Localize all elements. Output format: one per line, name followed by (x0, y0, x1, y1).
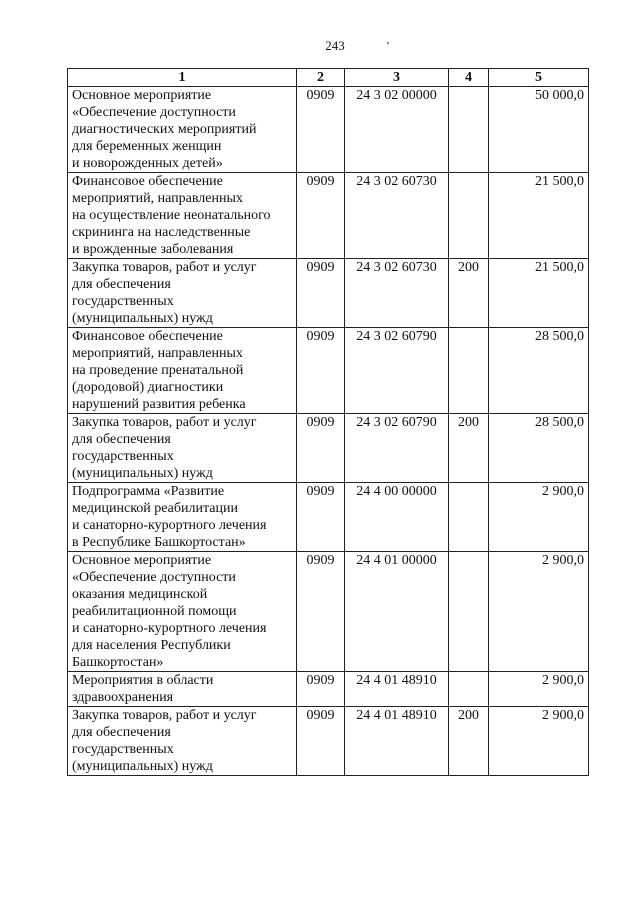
row-type: 200 (449, 414, 489, 483)
table-row (68, 328, 589, 414)
header-col-2: 2 (297, 69, 345, 87)
header-col-3: 3 (345, 69, 449, 87)
header-row (68, 69, 589, 87)
row-amount: 21 500,0 (489, 173, 589, 259)
row-amount: 2 900,0 (489, 707, 589, 776)
row-name: Финансовое обеспечение мероприятий, направленных на проведение пренатальной (дородовой) диагностики нарушений развития ребенка (68, 328, 297, 414)
row-name: Основное мероприятие «Обеспечение доступности оказания медицинской реабилитационной помощи и санаторно-курортного лечения для населения Республики Башкортостан» (68, 552, 297, 672)
row-name: Закупка товаров, работ и услуг для обеспечения государственных (муниципальных) нужд (68, 707, 297, 776)
table-row (68, 259, 589, 328)
row-amount: 2 900,0 (489, 552, 589, 672)
table-row (68, 173, 589, 259)
row-amount: 2 900,0 (489, 672, 589, 707)
row-amount: 28 500,0 (489, 414, 589, 483)
table-row (68, 672, 589, 707)
row-section: 0909 (297, 552, 345, 672)
row-section: 0909 (297, 328, 345, 414)
row-amount: 2 900,0 (489, 483, 589, 552)
page-number: 243 (325, 38, 345, 53)
row-amount: 50 000,0 (489, 87, 589, 173)
row-code: 24 3 02 60730 (345, 259, 449, 328)
row-name: Финансовое обеспечение мероприятий, направленных на осуществление неонатального скрининга на наследственные и врожденные заболевания (68, 173, 297, 259)
row-name: Подпрограмма «Развитие медицинской реабилитации и санаторно-курортного лечения в Республике Башкортостан» (68, 483, 297, 552)
row-name: Мероприятия в области здравоохранения (68, 672, 297, 707)
row-section: 0909 (297, 483, 345, 552)
row-code: 24 3 02 00000 (345, 87, 449, 173)
row-type: 200 (449, 707, 489, 776)
row-section: 0909 (297, 707, 345, 776)
row-type (449, 672, 489, 707)
row-name: Закупка товаров, работ и услуг для обеспечения государственных (муниципальных) нужд (68, 259, 297, 328)
row-type (449, 87, 489, 173)
table-row (68, 483, 589, 552)
budget-table (67, 68, 589, 776)
table-row (68, 414, 589, 483)
row-code: 24 3 02 60790 (345, 414, 449, 483)
table-row (68, 707, 589, 776)
table-header (68, 69, 589, 87)
row-type (449, 173, 489, 259)
row-section: 0909 (297, 87, 345, 173)
row-section: 0909 (297, 414, 345, 483)
row-code: 24 3 02 60790 (345, 328, 449, 414)
header-col-5: 5 (489, 69, 589, 87)
row-section: 0909 (297, 173, 345, 259)
row-type (449, 483, 489, 552)
row-type (449, 552, 489, 672)
row-amount: 21 500,0 (489, 259, 589, 328)
row-section: 0909 (297, 672, 345, 707)
header-col-1: 1 (68, 69, 297, 87)
table-row (68, 552, 589, 672)
row-code: 24 4 01 00000 (345, 552, 449, 672)
row-type (449, 328, 489, 414)
page-mark: ’ (386, 40, 390, 52)
row-code: 24 4 01 48910 (345, 672, 449, 707)
table-body (68, 87, 589, 776)
row-amount: 28 500,0 (489, 328, 589, 414)
table-row (68, 87, 589, 173)
row-name: Закупка товаров, работ и услуг для обеспечения государственных (муниципальных) нужд (68, 414, 297, 483)
row-section: 0909 (297, 259, 345, 328)
row-code: 24 4 01 48910 (345, 707, 449, 776)
header-col-4: 4 (449, 69, 489, 87)
row-code: 24 3 02 60730 (345, 173, 449, 259)
row-type: 200 (449, 259, 489, 328)
row-name: Основное мероприятие «Обеспечение доступности диагностических мероприятий для беременных женщин и новорожденных детей» (68, 87, 297, 173)
row-code: 24 4 00 00000 (345, 483, 449, 552)
